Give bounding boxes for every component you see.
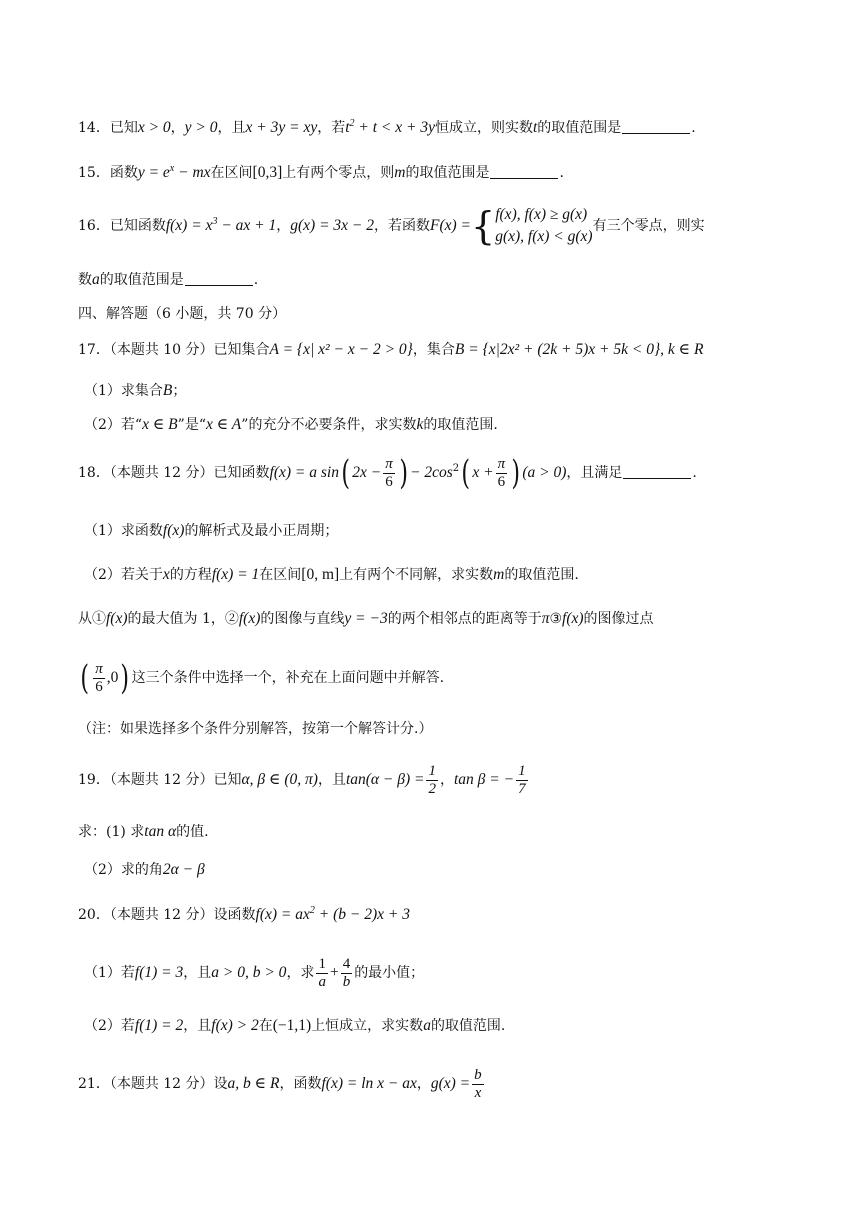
answer-blank [185, 271, 253, 286]
question-16: 16．已知函数$f(x) = x^3$ − ax + 1，g(x) = 3x − 2，若函数F(x) ={ f(x), f(x) ≥ g(x) g(x), f(x) < g(x) 有三个零点，则实 [78, 204, 705, 248]
question-16-continued: 数a的取值范围是 . [78, 271, 259, 288]
question-20: 20．（本题共 12 分）设函数$f(x) = ax^2 + (b - 2)x + 3$ [78, 905, 410, 923]
question-19-part-2: （2）求的角2α − β [84, 861, 205, 878]
question-18: 18．（本题共 12 分）已知函数f(x) = a sin( 2x − $\frac{\pi}{6}$ ) − $2\cos^2$( x + $\frac{\pi}{6}$ ) (a > 0)，且满足 . [78, 453, 697, 493]
question-14: 14．已知x > 0，y > 0，且x + 3y = xy，若$t^2 + t < x + 3y$恒成立，则实数t的取值范围是 . [78, 118, 696, 136]
answer-blank [490, 164, 558, 179]
question-20-part-2: （2）若f(1) = 2，且f(x) > 2在(−1,1)上恒成立，求实数a的取值范围. [84, 1017, 506, 1034]
question-19: 19．（本题共 12 分）已知α, β ∈ (0, π)，且tan(α − β) = $\frac{1}{2}$ ，tan β = − $\frac{1}{7}$ [78, 762, 526, 797]
question-18-part-1: （1）求函数f(x)的解析式及最小正周期； [84, 522, 339, 539]
cases-brace: { [471, 204, 496, 248]
question-18-note: （注：如果选择多个条件分别解答，按第一个解答计分.） [78, 721, 433, 737]
section-heading: 四、解答题（6 小题，共 70 分） [78, 306, 287, 322]
question-19-part-1: 求：(1) 求tan α的值. [78, 823, 209, 840]
question-18-conditions: 从①f(x)的最大值为 1，②f(x)的图像与直线y = −3的两个相邻点的距离等于π③f(x)的图像过点 [78, 610, 654, 627]
answer-blank [622, 119, 690, 134]
question-20-part-1: （1）若f(1) = 3，且a > 0, b > 0，求 $\frac{1}{a}$ + $\frac{4}{b}$ 的最小值； [84, 955, 425, 990]
question-18-part-2: （2）若关于x的方程f(x) = 1在区间[0, m]上有两个不同解，求实数m的取值范围. [84, 566, 579, 583]
question-17: 17．（本题共 10 分）已知集合A = {x| x² − x − 2 > 0}，集合B = {x|2x² + (2k + 5)x + 5k < 0}, k ∈ R [78, 341, 704, 358]
question-18-point: ( $\frac{\pi}{6}$ ,0) 这三个条件中选择一个，补充在上面问题中并解答. [80, 658, 445, 698]
piecewise-cases: f(x), f(x) ≥ g(x) g(x), f(x) < g(x) [495, 206, 593, 245]
question-21: 21．（本题共 12 分）设a, b ∈ R，函数f(x) = ln x − ax，g(x) = $\frac{b}{x}$ [78, 1066, 482, 1101]
answer-blank [623, 464, 691, 479]
question-17-part-1: （1）求集合B； [84, 382, 187, 399]
question-15: 15．函数$y = e^x$ − mx在区间[0,3]上有两个零点，则m的取值范围是 . [78, 163, 564, 181]
question-17-part-2: （2）若“x ∈ B”是“x ∈ A”的充分不必要条件，求实数k的取值范围. [84, 416, 498, 433]
